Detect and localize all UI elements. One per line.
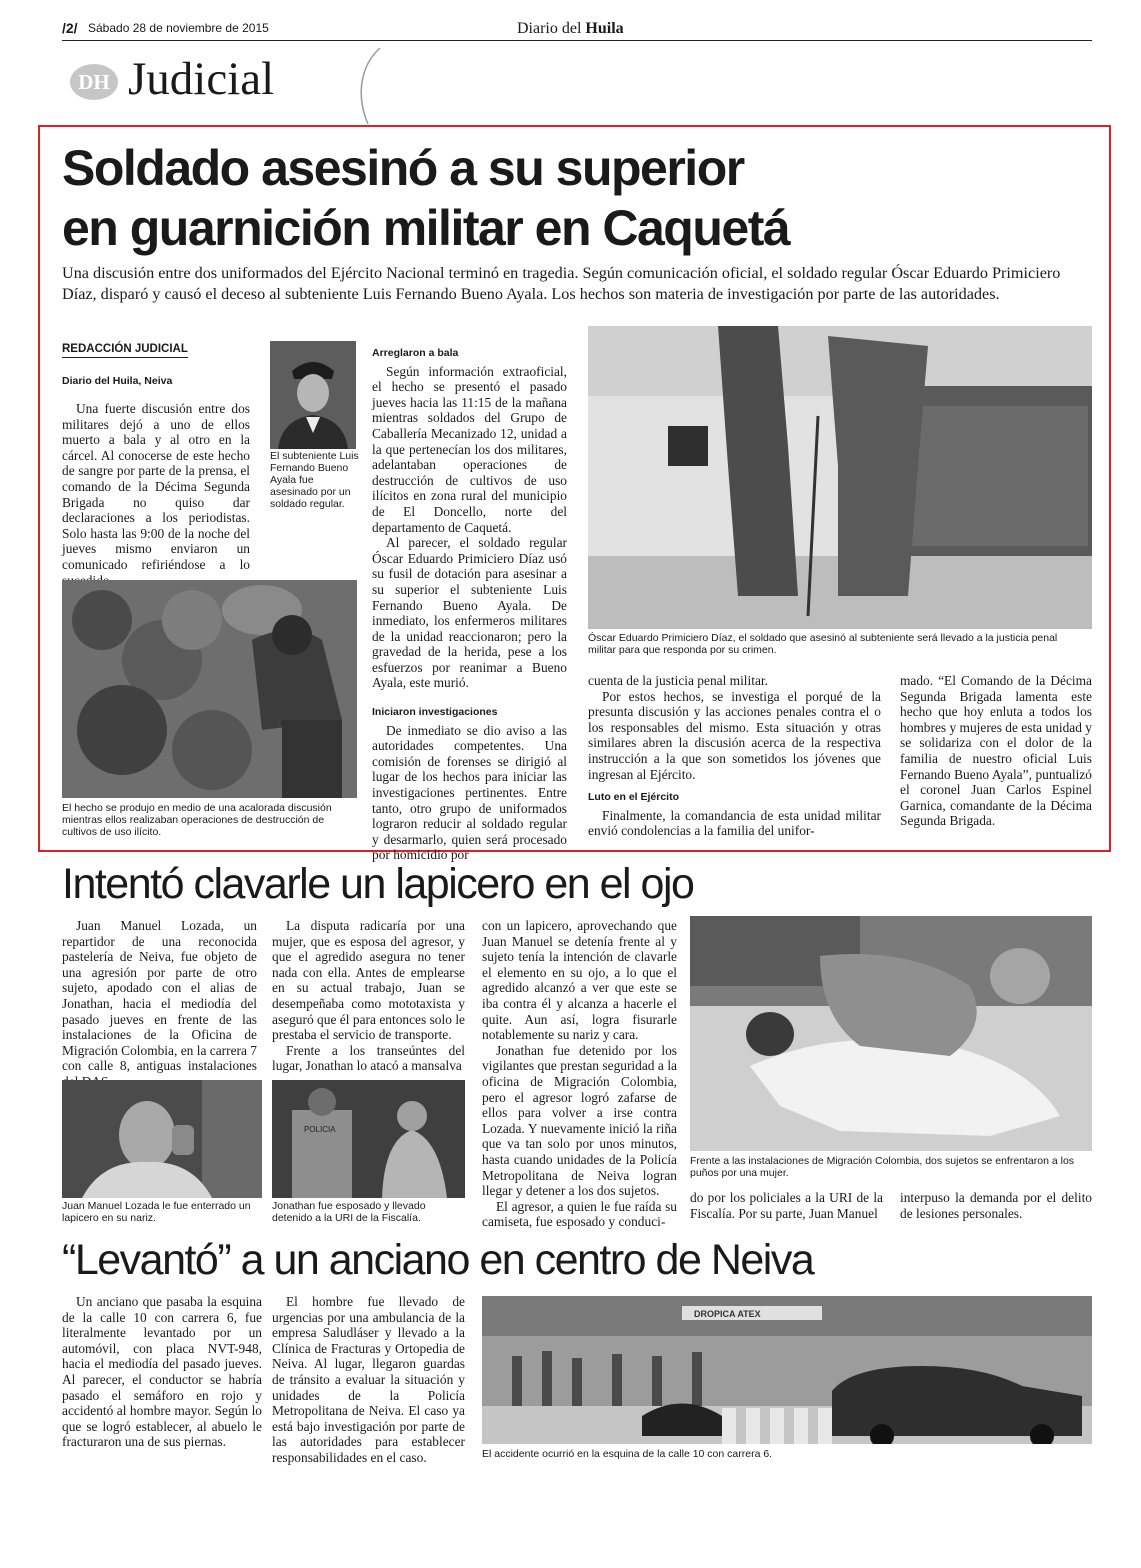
section-logo xyxy=(70,64,118,100)
article2-col2-p2: Frente a los transeúntes del lugar, Jonathan lo atacó a mansalva xyxy=(272,1042,465,1074)
lozada-photo xyxy=(62,1080,262,1198)
article3-col2 xyxy=(272,1294,465,1466)
article2-col2-p1: La disputa radicaría por una mujer, que es esposa del agresor, y que el agredido asegura no tener nada con ella. Antes de emplearse en su actual trabajo, Juan se desempeñaba como mototaxista y aseguró que él para entonces solo le prestaba el servicio de transporte. xyxy=(272,918,465,1043)
section-logo-text: DH xyxy=(78,70,110,94)
paper-name xyxy=(517,20,624,38)
page-date: Sábado 28 de noviembre de 2015 xyxy=(88,21,269,35)
subhead-arreglaron: Arreglaron a bala xyxy=(372,347,459,359)
article1-col3-p2: Al parecer, el soldado regular Óscar Eduardo Primiciero Díaz usó su fusil de dotación para asesinar a su superior el subteniente Luis Fernando Bueno Ayala. De inmediato, los enfermeros militares de la unidad reaccionaron; pero la gravedad de la herida, pese a los esfuerzos por reanimar a Bueno Ayala, este murió. xyxy=(372,535,567,691)
soldier-in-field-image xyxy=(62,580,357,798)
article1-dateline: Diario del Huila, Neiva xyxy=(62,375,173,387)
article2-col3-p1: con un lapicero, aprovechando que Juan Manuel se detenía frente al y sujeto tenía la intención de clavarle el elemento en su ojo, a lo que el agredido alcanzó a ver que este se iba contra él y alcanza a hacerle el quite. Aun así, logra fisurarle notablemente su nariz y cara. xyxy=(482,918,677,1043)
fight-photo-caption: Frente a las instalaciones de Migración Colombia, dos sujetos se enfrentaron a los puños por una mujer. xyxy=(690,1155,1075,1179)
article1-headline-line1: Soldado asesinó a su superior xyxy=(62,140,744,196)
lozada-photo-caption: Juan Manuel Lozada le fue enterrado un lapicero en su nariz. xyxy=(62,1200,251,1224)
article2-col1 xyxy=(62,918,257,1090)
article2-col3 xyxy=(482,918,677,1230)
officer-portrait-image xyxy=(270,341,356,449)
article2-col3-p3: El agresor, a quien le fue raída su camiseta, fue esposado y conduci- xyxy=(482,1198,677,1230)
article1-headline-line2: en guarnición militar en Caquetá xyxy=(62,200,790,256)
injured-man-image xyxy=(62,1080,262,1198)
article1-col5-p1: mado. “El Comando de la Décima Segunda Brigada lamenta este hecho que hoy enluta a todos los hombres y mujeres de esta unidad y se solidariza con el dolor de la familia de nuestro oficial Luis Fernando Bueno Ayala”, puntualizó el coronel Juan Carlos Espinel Garnica, comandante de la Décima Segunda Brigada. xyxy=(900,673,1092,829)
fight-photo xyxy=(690,916,1092,1151)
field-photo-caption: El hecho se produjo en medio de una acalorada discusión mientras ellos realizaban operaciones de destrucción de cultivos de uso ilícito. xyxy=(62,802,332,838)
section-swoosh xyxy=(340,46,390,126)
article3-col1-p1: Un anciano que pasaba la esquina de la calle 10 con carrera 6, fue literalmente levantado por un automóvil, con placa NVT-948, hacia el mediodía del pasado jueves. Al parecer, el conductor se habría pasado el semáforo en rojo y accidentó al hombre mayor. Según lo que se logró establecer, al abuelo le fracturaron una de sus piernas. xyxy=(62,1294,262,1450)
store-sign-text: DROPICA ATEX xyxy=(694,1309,761,1319)
article1-headline xyxy=(62,138,1062,258)
article2-headline: Intentó clavarle un lapicero en el ojo xyxy=(62,860,694,908)
article1-byline: REDACCIÓN JUDICIAL xyxy=(62,343,188,358)
portrait-caption: El subteniente Luis Fernando Bueno Ayala fue asesinado por un soldado regular. xyxy=(270,450,359,510)
article2-col1-p1: Juan Manuel Lozada, un repartidor de una reconocida pastelería de Neiva, fue objeto de una agresión por parte de otro sujeto, apodado con el alias de Jonathan, hacia el mediodía del pasado jueves en frente de las instalaciones de la Oficina de Migración Colombia, en la carrera 7 con calle 8, antiguas instalaciones xyxy=(62,918,257,1074)
article3-col1 xyxy=(62,1294,262,1450)
jonathan-photo-caption: Jonathan fue esposado y llevado detenido a la URI de la Fiscalía. xyxy=(272,1200,426,1224)
detained-man-image xyxy=(272,1080,465,1198)
page-number: /2/ xyxy=(62,20,78,36)
subhead-iniciaron: Iniciaron investigaciones xyxy=(372,706,498,719)
article1-col3-p3: De inmediato se dio aviso a las autoridades competentes. Una comisión de forenses se dirigió al lugar de los hechos para iniciar las investigaciones pertinentes. Entre tanto, otro grupo de uniformados lograron reducir al soldado regular y desarmarlo, quien será procesado por homicidio por xyxy=(372,722,567,863)
article1-col1-p1: Una fuerte discusión entre dos militares dejó a uno de ellos muerto a bala y al otro en la cárcel. Al conocerse de este hecho de sangre por parte de la prensa, el comando de la Décima Segunda Brigada no quiso dar declaraciones a los periodistas. Solo hasta las 9:00 de la noche del jueves mismo enviaron un comunicado refiriéndose a lo xyxy=(62,401,250,572)
men-fighting-image xyxy=(690,916,1092,1151)
field-photo xyxy=(62,580,357,798)
courtroom-photo-caption: Óscar Eduardo Primiciero Díaz, el soldado que asesinó al subteniente será llevado a la justicia penal militar para que responda por su crimen. xyxy=(588,632,1058,656)
article1-col3-p1: Según información extraoficial, el hecho se presentó el pasado jueves hacia las 11:15 de la mañana mientras soldados del Grupo de Caballería Mecanizado 12, unidad a la que pertenecían los dos militares, adelantaban operaciones de destrucción de cultivos de uso ilícitos en zona rural del municipio de El Doncello, norte del departamento de Caquetá. xyxy=(372,363,567,535)
header-rule xyxy=(62,40,1092,41)
courtroom-photo xyxy=(588,326,1092,629)
subhead-luto: Luto en el Ejército xyxy=(588,791,680,804)
article2-col2 xyxy=(272,918,465,1074)
soldiers-courtroom-image xyxy=(588,326,1092,629)
article1-col4-p3: Finalmente, la comandancia de esta unidad militar envió condolencias a la familia del unifor- xyxy=(588,807,881,839)
portrait-photo xyxy=(270,341,356,449)
street-accident-image xyxy=(482,1296,1092,1444)
section-title: Judicial xyxy=(128,53,275,105)
article1-lead: Una discusión entre dos uniformados del Ejército Nacional terminó en tragedia. Según comunicación oficial, el soldado regular Óscar Eduardo Primiciero Díaz, disparó y causó el deceso al subteniente Luis Fernando Bueno Ayala. Los hechos son materia de investigación por parte de las autoridades. xyxy=(62,264,1061,303)
paper-name-part1: Diario del xyxy=(517,20,582,37)
article3-headline: “Levantó” a un anciano en centro de Neiva xyxy=(62,1236,814,1284)
article2-col5-end: interpuso la demanda por el delito de lesiones personales. xyxy=(900,1190,1092,1221)
article1-col4 xyxy=(588,673,881,839)
accident-photo xyxy=(482,1296,1092,1444)
article1-col5 xyxy=(900,673,1092,829)
article1-col4-p1: cuenta de la justicia penal militar. xyxy=(588,673,768,688)
jonathan-photo xyxy=(272,1080,465,1198)
article3-col2-p1: El hombre fue llevado de urgencias por una ambulancia de la empresa Saludláser y llevado a la Clínica de Fracturas y Ortopedia de Neiva. Al lugar, llegaron guardas de tránsito a evaluar la situación y unidades de la Policía Metropolitana de Neiva. El caso ya está bajo investigación por parte de las autoridades para establecer responsabilidades en el caso. xyxy=(272,1294,465,1465)
accident-photo-caption: El accidente ocurrió en la esquina de la calle 10 con carrera 6. xyxy=(482,1448,773,1460)
police-vest-text: POLICIA xyxy=(304,1125,336,1134)
article1-col3 xyxy=(372,346,567,863)
article1-col1 xyxy=(62,401,250,588)
paper-name-part2: Huila xyxy=(585,20,624,37)
article1-col4-p2: Por estos hechos, se investiga el porqué de la presunta discusión y las acciones penales contra el o los responsables del mismo. Esta situación y otras similares abren la discusión acerca de la respectiva instrucción a la que son sometidos los jóvenes que ingresan al Ejército. xyxy=(588,688,881,782)
article2-col4-end: do por los policiales a la URI de la Fiscalía. Por su parte, Juan Manuel xyxy=(690,1190,883,1221)
article2-col3-p2: Jonathan fue detenido por los vigilantes que prestan seguridad a la oficina de Migración Colombia, pero el agresor logró zafarse de ellos para volver a irse contra Lozada. Y nuevamente inició la riña que va tan solo por unos minutos, hasta cuando unidades de la Policía Metropolitana de Neiva logran llegar y detener a los dos sujetos. xyxy=(482,1042,677,1199)
